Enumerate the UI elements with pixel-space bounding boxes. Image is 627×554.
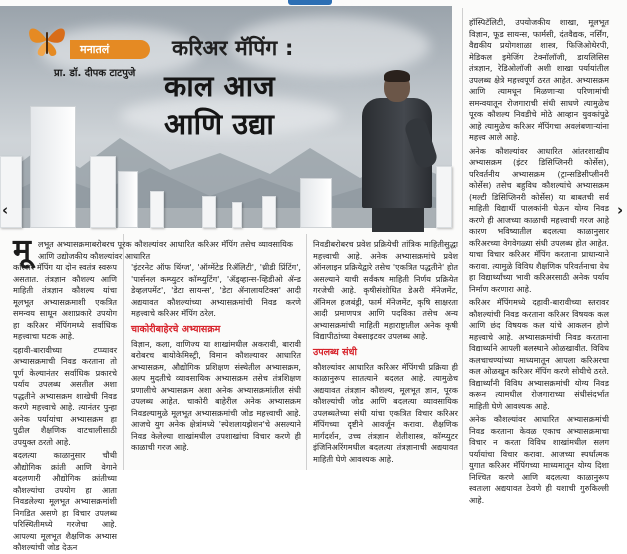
article-subtitle-line1: काल आज <box>164 69 275 103</box>
door <box>262 196 276 228</box>
paragraph: कौशल्यांवर आधारित करिअर मॅपिंगची प्रक्रिया ही काळानुरूप सातत्याने बदलत आहे. त्यामुळेच अद्ययावत तंत्रज्ञान कौशल्य, मूलभूत ज्ञान, पूरक कौशल्यांची जोड आणि बदलत्या व्यावसायिक उपलब्धतेच्या संधी यांचा एकत्रित विचार करिअर मॅपिंगच्या दृष्टीने आवर्जून करावा. शैक्षणिक मार्गदर्शन, उच्च तंत्रज्ञान शेतीशास्त्र, कॉम्प्युटर इंजिनिअरिंगमधील बदलत्या तंत्रज्ञानाची अद्ययावत माहिती घेणे आवश्यक आहे. <box>313 361 458 464</box>
paragraph: बदलत्या काळानुसार चौथी औद्योगिक क्रांती आणि वेगाने बदलणारी औद्योगिक क्रांतीच्या कौशल्यांचा उपयोग हा आता निवडलेल्या मूलभूत अभ्यासक्रमांशी निगडित असणे हा विचार उपलब्ध परिस्थितीमध्ये गरजेचा आहे. आपल्या मूलभूत शैक्षणिक अभ्यास कौशल्यांची जोड देऊन <box>13 450 117 552</box>
column-divider <box>123 234 124 470</box>
door <box>436 166 452 228</box>
paragraph: अनेक कौशल्यांवर आधारित आंतरशाखीय अभ्यासक्रम (इंटर डिसिप्लिनरी कोर्सेस), परिवर्तनीय अभ्यासक्रम (ट्रान्सडिसीप्लीनरी कोर्सेस) तसेच बहुविध कौशल्यांचे अभ्यासक्रम (मल्टी डिसिप्लिनरी कोर्सेस) या बाबतची सर्व माहिती विद्यार्थी पालकांनी घेऊन योग्य निवड करणे ही आजच्या काळाची महत्त्वाची गरज आहे कारण भविष्यातील बदलत्या काळानुसार करिअरच्या वेगवेगळ्या संधी उपलब्ध होत आहेत. याचा विचार करिअर मॅपिंग करताना प्राधान्याने करावा. त्यामुळे विविध शैक्षणिक परिवर्तनाचा वेध हा विद्यार्थ्यांच्या भावी करिअरसाठी अनेक पर्याय निर्माण करणारा आहे. <box>469 145 609 294</box>
article-column-2 <box>131 262 301 470</box>
paragraph: करिअर मॅपिंगमध्ये दहावी-बारावीच्या स्तरावर कौशल्यांची निवड करताना करिअर विषयक कल आणि छंद विषयक कल यांचे आकलन होणे महत्त्वाचे आहे. अभ्यासक्रमांची निवड करताना विद्यार्थ्याने आपली बलस्थाने ओळखावीत. विविध कलचाचण्यांच्या माध्यमातून आपला करिअरचा कल ओळखून करिअर मॅपिंग करणे सोयीचे ठरते. विद्यार्थ्यांनी विविध अभ्यासक्रमांची योग्य निवड करून त्यामधील रोजगाराच्या संधीसंदर्भात माहिती घेणे आवश्यक आहे. <box>469 297 609 411</box>
masthead-fragment <box>288 0 332 5</box>
column-label: मनातलं <box>70 40 150 59</box>
chevron-right-icon[interactable]: › <box>617 201 624 219</box>
section-heading: चाकोरीबाहेरचे अभ्यासक्रम <box>131 323 221 335</box>
article-title: करिअर मॅपिंग : <box>172 36 294 60</box>
door <box>202 196 216 228</box>
drop-cap: मू <box>13 233 31 268</box>
chevron-left-icon[interactable]: ‹ <box>2 201 9 219</box>
lead-paragraph: लभूत अभ्यासक्रमाबरोबरच पूरक कौशल्यांवर आधारित करिअर मॅपिंग तसेच व्यावसायिक आणि उद्योजकीय कौशल्यांवर आधारित <box>38 239 293 261</box>
paragraph: निवडीबरोबरच प्रवेश प्रक्रियेची तांत्रिक माहितीसुद्धा महत्त्वाची आहे. अनेक अभ्यासक्रमांचे प्रवेश ऑनलाइन प्रक्रियेद्वारे तसेच 'एकत्रित पद्धतीने' होत असल्याने याची सर्वंकष माहिती निर्णय प्रक्रियेत गरजेची आहे. कृषीसंशोधित डेअरी मॅनेजमेंट, ॲनिमल हजबंड्री, फार्म मॅनेजमेंट, कृषि साक्षरता आदी प्रमाणपत्र आणि पदविका तसेच अन्य अभ्यासक्रमांची माहिती महाराष्ट्रातील अनेक कृषी विद्यापीठांच्या वेबसाइटवर उपलब्ध आहे. <box>313 239 458 341</box>
article-column-3 <box>313 239 458 470</box>
section-heading: उपलब्ध संधी <box>313 346 357 358</box>
paragraph: करिअर मॅपिंग या दोन स्वतंत्र स्वरूप असतात. तंत्रज्ञान कौशल्य आणि माहिती तंत्रज्ञान कौशल्य यांचा मूलभूत अभ्यासक्रमाशी एकत्रित समन्वय साधून अशाप्रकारे उपयोग हा करिअर मॅपिंगमध्ये सर्वाधिक महत्त्वाचा घटक आहे. <box>13 262 117 341</box>
door <box>232 202 242 228</box>
paragraph: विज्ञान, कला, वाणिज्य या शाखांमधील अकरावी, बारावी बरोबरच बायोकेमिस्ट्री, विमान कौशल्यावर आधारित अभ्यासक्रम, औद्योगिक प्रशिक्षण संस्थेतील अभ्यासक्रम, अल्प मुदतीचे व्यावसायिक अभ्यासक्रम तसेच तंत्रशिक्षण प्रणालीचे अभ्यासक्रम अशा अनेक अभ्यासक्रमांतील संधी उपलब्ध आहेत. चाकोरी बाहेरील अनेक अभ्यासक्रम निवडल्यामुळे मूलभूत अभ्यासक्रमांची जोड महत्त्वाची आहे. आजचे युग अनेक क्षेत्रांमध्ये 'स्पेशलायझेशन'चे असल्याने निवड केलेल्या शाखांमधील उपशाखांचा विचार करणे ही काळाची गरज आहे. <box>131 338 301 452</box>
butterfly-icon <box>26 20 68 60</box>
door <box>118 171 138 228</box>
door <box>150 191 164 228</box>
paragraph: 'इंटरनेट ऑफ थिंग्ज', 'ऑग्मेंटेड रिॲलिटी', 'थ्रीडी प्रिंटिंग', 'पार्सनल कम्प्युटर कॉम्प्युटिंग', 'ॲड्व्हान्स-व्हिडीओ ॲन्ड डेव्हलपमेंट', 'डेटा सायन्स', 'डेटा ॲनालायटिक्स' आदी अद्ययावत कौशल्यांच्या अभ्यासक्रमांची निवड करणे महत्त्वाचे करिअर मॅपिंग ठरेल. <box>131 262 301 318</box>
article-subtitle-line2: आणि उद्या <box>164 107 274 141</box>
column-divider <box>306 234 307 470</box>
author-byline: प्रा. डॉ. दीपक टाटपुजे <box>54 68 136 79</box>
article-column-1 <box>13 262 117 552</box>
paragraph: अनेक कौशल्यांवर आधारित अभ्यासक्रमांची निवड करताना केवळ एकाच अभ्यासक्रमाचा विचार न करता विविध शाखांमधील सलग पर्यायांचा विचार करावा. आजच्या स्पर्धात्मक युगात करिअर मॅपिंगच्या माध्यमातून योग्य दिशा निश्चित करणे आणि बदलत्या काळानुरूप स्वतःला अद्ययावत ठेवणे ही यशाची गुरुकिल्ली आहे. <box>469 414 609 505</box>
door <box>90 156 116 228</box>
paragraph: दहावी-बारावीच्या टप्प्यावर अभ्यासक्रमाची निवड करताना तो पूर्ण केल्यानंतर सर्वाधिक प्रकारचे पर्याय उपलब्ध असतील अशा पद्धतीने अभ्यासक्रम शाखेची निवड करणे महत्त्वाचे आहे. त्यानंतर पुन्हा अनेक पर्यायांचा अभ्यासक्रम हा पुढील शैक्षणिक वाटचालीसाठी उपयुक्त ठरतो आहे. <box>13 344 117 447</box>
door <box>300 178 332 228</box>
column-divider <box>462 8 463 470</box>
paragraph: हॉस्पिटॅलिटी, उपयोजकीय शाखा, मूलभूत विज्ञान, फूड सायन्स, फार्मसी, दंतवैद्यक, नर्सिंग, वैद्यकीय प्रयोगशाळा शास्त्र, फिजिओथेरपी, मेडिकल इमेजिंग टेक्नॉलॉजी, डायलिसिस तंत्रज्ञान, रेडिओलॉजी अशी शाखा पर्यायांतील उपलब्ध क्षेत्रे महत्त्वपूर्ण ठरत आहेत. अभ्यासक्रम आणि त्यामधून मिळणाऱ्या परिणामांची समन्वयातून रोजगाराची संधी साधणे त्यामुळेच पूरक कौशल्य निवडीचे मोठे आव्हान युवकांपुढे आहे त्यामुळेच करिअर मॅपिंगचा अवलंबणाऱ्यांना महत्त्व आले आहे. <box>469 17 609 142</box>
businessman-hair <box>384 70 410 82</box>
door <box>30 106 76 228</box>
article-column-4 <box>469 17 609 505</box>
hero-illustration <box>0 6 452 228</box>
